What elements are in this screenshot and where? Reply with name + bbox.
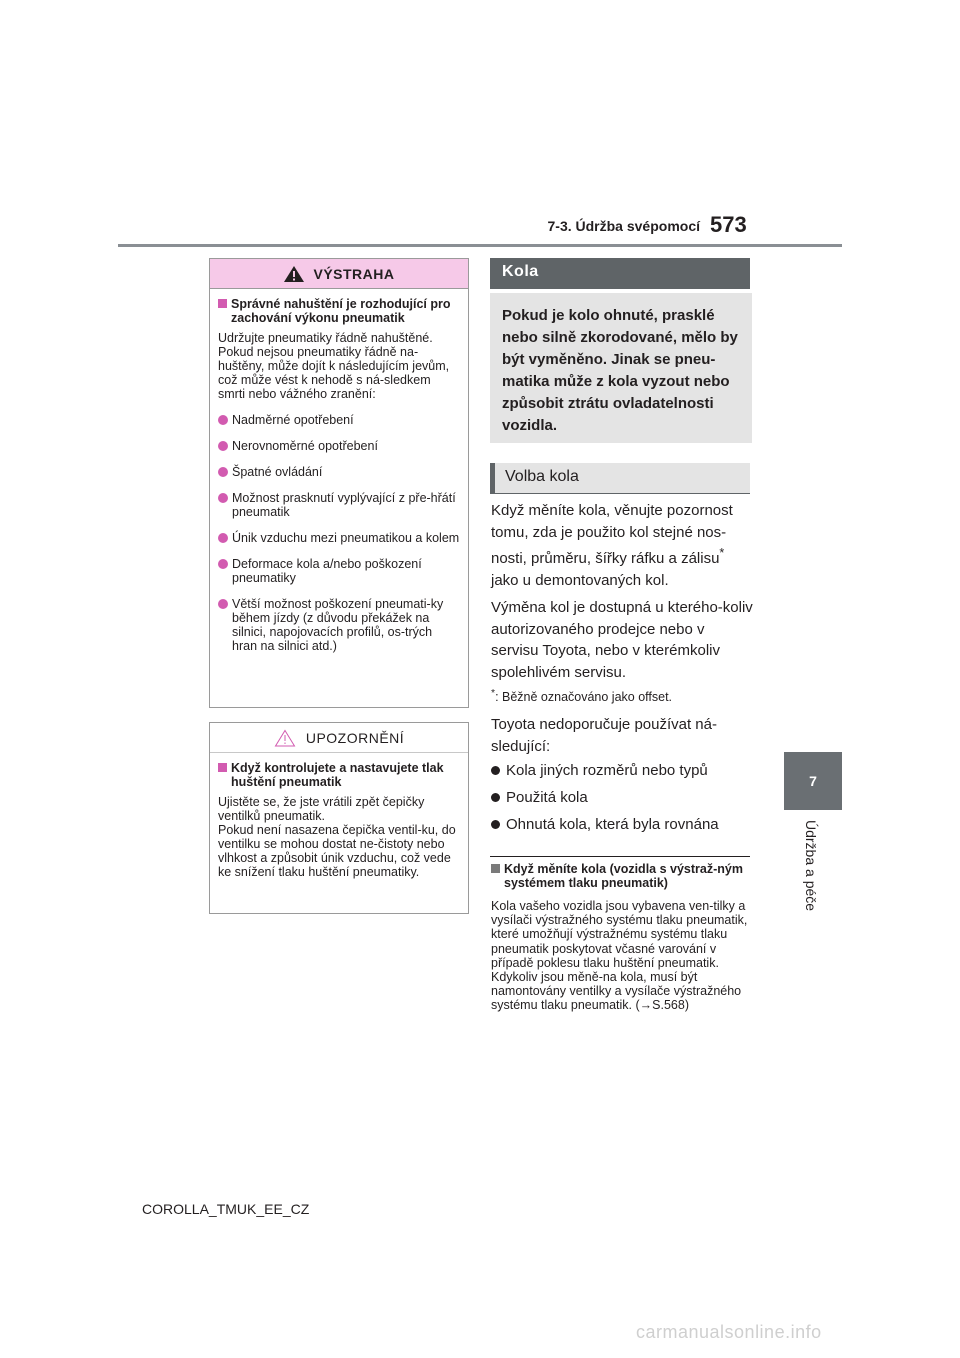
section-title-kola: Kola bbox=[490, 258, 750, 289]
circle-bullet-icon bbox=[218, 493, 228, 503]
list-item: Špatné ovládání bbox=[218, 465, 460, 479]
document-code: COROLLA_TMUK_EE_CZ bbox=[142, 1201, 310, 1217]
list-item: Použitá kola bbox=[491, 789, 753, 806]
caution-body-1: Ujistěte se, že jste vrátili zpět čepičky ventilků pneumatik. bbox=[218, 795, 425, 823]
chapter-label: Údržba a péče bbox=[803, 820, 819, 912]
circle-bullet-icon bbox=[218, 441, 228, 451]
list-item: Deformace kola a/nebo poškození pneumatiky bbox=[218, 557, 460, 585]
page-number: 573 bbox=[710, 212, 747, 237]
chapter-number: 7 bbox=[809, 773, 817, 789]
volba-paragraph-3: Toyota nedoporučuje používat ná-sledující: bbox=[491, 716, 717, 755]
volba-paragraph-2: Výměna kol je dostupná u kterého-koliv autorizovaného prodejce nebo v servisu Toyota, nebo v kterémkoliv spolehlivém servisu. bbox=[491, 599, 753, 681]
circle-bullet-icon bbox=[218, 533, 228, 543]
list-item: Možnost prasknutí vyplývající z pře-hřátí pneumatik bbox=[218, 491, 460, 519]
watermark: carmanualsonline.info bbox=[636, 1322, 822, 1342]
warning-heading: Správné nahuštění je rozhodující pro zachování výkonu pneumatik bbox=[218, 297, 460, 325]
caution-box bbox=[209, 722, 469, 914]
warning-body: Udržujte pneumatiky řádně nahuštěné. Pokud nejsou pneumatiky řádně na-huštěny, může dojít k následujícím jevům, což může vést k nehodě s ná-sledkem smrti nebo vážného zranění: bbox=[218, 331, 450, 401]
list-item: Nerovnoměrné opotřebení bbox=[218, 439, 460, 453]
warning-triangle-icon bbox=[283, 265, 305, 283]
subsection-title-volba-kola: Volba kola bbox=[490, 463, 750, 494]
divider bbox=[490, 856, 750, 857]
caution-heading: Když kontrolujete a nastavujete tlak huštění pneumatik bbox=[218, 761, 460, 789]
warning-title: VÝSTRAHA bbox=[313, 265, 395, 282]
chapter-tab[interactable] bbox=[784, 752, 842, 810]
square-bullet-icon bbox=[218, 763, 227, 772]
circle-bullet-icon bbox=[218, 467, 228, 477]
footnote: *: Běžně označováno jako offset. bbox=[491, 688, 673, 705]
header-rule bbox=[118, 244, 842, 247]
caution-triangle-icon bbox=[274, 729, 296, 747]
kola-summary-panel: Pokud je kolo ohnuté, prasklé nebo silně zkorodované, mělo by být vyměněno. Jinak se pneu-matika může z kola vyzout nebo způsobit ztrátu ovladatelnosti vozidla. bbox=[490, 293, 752, 443]
warning-box bbox=[209, 258, 469, 708]
circle-bullet-icon bbox=[218, 559, 228, 569]
bullet-icon bbox=[491, 766, 500, 775]
tpms-body: Kola vašeho vozidla jsou vybavena ven-tilky a vysílači výstražného systému tlaku pneumatik, které umožňují výstražnému systému tlaku pneumatik poskytovat včasné varování v případě poklesu tlaku huštění pneumatik. Kdykoliv jsou měně-na kola, musí být namontovány ventilky a vysílače výstražného systému tlaku pneumatik. (→S.568) bbox=[491, 899, 748, 1013]
square-bullet-icon bbox=[491, 864, 500, 873]
list-item: Nadměrné opotřebení bbox=[218, 413, 460, 427]
caution-header bbox=[210, 723, 468, 753]
list-item: Únik vzduchu mezi pneumatikou a kolem bbox=[218, 531, 460, 545]
caution-title: UPOZORNĚNÍ bbox=[305, 729, 405, 746]
bullet-icon bbox=[491, 793, 500, 802]
caution-body-2: Pokud není nasazena čepička ventil-ku, do ventilku se mohou dostat ne-čistoty nebo vlhkost a způsobit únik vzduchu, což vede ke snížení tlaku huštění pneumatiky. bbox=[218, 823, 456, 879]
volba-paragraph-1: Když měníte kola, věnujte pozornost tomu, zda je použito kol stejné nos-nosti, průměru, šířky ráfku a zálisu* jako u demontovaných kol. bbox=[491, 502, 733, 589]
warning-header bbox=[210, 259, 468, 289]
tpms-heading: Když měníte kola (vozidla s výstraž-ným systémem tlaku pneumatik) bbox=[491, 862, 753, 890]
circle-bullet-icon bbox=[218, 599, 228, 609]
list-item: Ohnutá kola, která byla rovnána bbox=[491, 816, 753, 833]
square-bullet-icon bbox=[218, 299, 227, 308]
circle-bullet-icon bbox=[218, 415, 228, 425]
header-section-title: 7-3. Údržba svépomocí bbox=[547, 218, 700, 234]
list-item: Větší možnost poškození pneumati-ky během jízdy (z důvodu překážek na silnici, napojovacích profilů, os-trých hran na silnici atd.) bbox=[218, 597, 460, 653]
list-item: Kola jiných rozměrů nebo typů bbox=[491, 762, 753, 779]
bullet-icon bbox=[491, 820, 500, 829]
footnote-marker: * bbox=[719, 546, 725, 560]
